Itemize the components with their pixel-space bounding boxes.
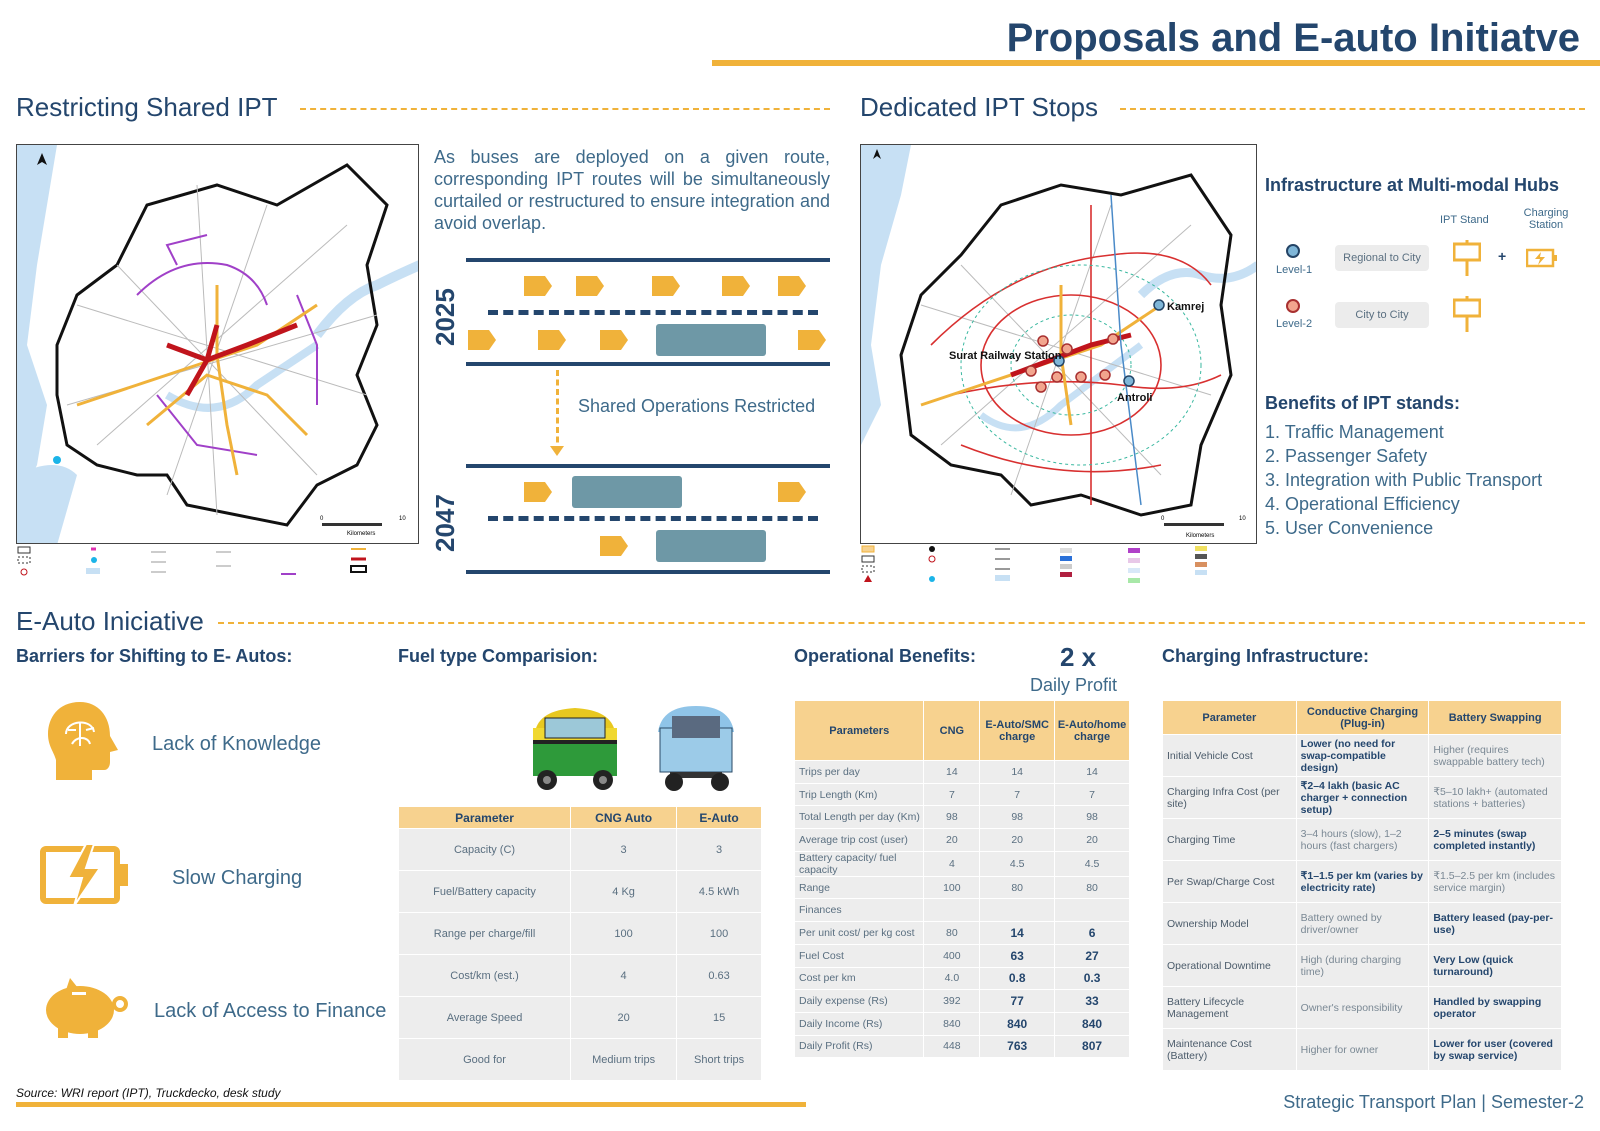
charging-col: Charging Station — [1523, 207, 1569, 231]
table-cell: Per Swap/Charge Cost — [1163, 861, 1297, 903]
table-cell: Battery leased (pay-per-use) — [1429, 903, 1562, 945]
ipt-stand-icon — [1453, 296, 1481, 337]
table-row — [399, 1039, 762, 1081]
fuel-col-parameter: Parameter — [399, 807, 571, 829]
road-edge-bottom — [466, 570, 830, 574]
table-cell: 4.0 — [924, 967, 980, 990]
table-cell: Daily Profit (Rs) — [795, 1035, 924, 1058]
lane-divider — [488, 516, 818, 521]
chg-col-parameter: Parameter — [1163, 701, 1297, 735]
table-cell: 840 — [980, 1012, 1055, 1035]
table-row — [795, 876, 1130, 899]
table-cell: Average trip cost (user) — [795, 829, 924, 852]
table-row — [795, 922, 1130, 945]
table-cell: 20 — [571, 997, 677, 1039]
table-cell: 4.5 — [980, 851, 1055, 876]
shared-restricted-label: Shared Operations Restricted — [578, 396, 816, 416]
table-cell: 80 — [924, 922, 980, 945]
table-cell: 448 — [924, 1035, 980, 1058]
arrow-head-icon — [550, 446, 564, 456]
ipt-stand-icon-graphic — [1453, 240, 1481, 276]
table-cell: 3 — [571, 829, 677, 871]
table-cell: Cost/km (est.) — [399, 955, 571, 997]
table-cell: 98 — [980, 806, 1055, 829]
table-cell: 840 — [924, 1012, 980, 1035]
table-cell: Higher for owner — [1296, 1029, 1429, 1071]
table-cell: Finances — [795, 899, 924, 922]
level-1-marker — [1286, 244, 1300, 258]
lane-divider — [488, 310, 818, 315]
table-cell — [924, 899, 980, 922]
ipt-stops-legend-graphic — [860, 544, 1257, 588]
table-cell: Lower (no need for swap-compatible design) — [1296, 735, 1429, 777]
table-row — [795, 967, 1130, 990]
table-row — [795, 899, 1130, 922]
table-cell: Trip Length (Km) — [795, 783, 924, 806]
benefit-item: 3. Integration with Public Transport — [1265, 470, 1543, 490]
map2-scale-10: 10 — [1239, 516, 1246, 522]
table-cell: 14 — [980, 761, 1055, 784]
year-2047: 2047 — [430, 494, 460, 552]
dedicated-divider — [1120, 108, 1585, 110]
brain-head-icon — [44, 700, 122, 787]
ops-multiplier-label: Daily Profit — [1030, 675, 1118, 695]
barriers-title: Barriers for Shifting to E- Autos: — [16, 646, 293, 666]
barrier-slow-charging: Slow Charging — [172, 867, 303, 889]
table-row — [795, 761, 1130, 784]
ipt-network-map — [16, 144, 419, 544]
table-cell: 0.3 — [1055, 967, 1130, 990]
table-row — [399, 997, 762, 1039]
table-cell: Short trips — [677, 1039, 762, 1081]
table-row — [399, 829, 762, 871]
table-cell: Cost per km — [795, 967, 924, 990]
restricting-paragraph: As buses are deployed on a given route, corresponding IPT routes will be simultaneously curtailed or restructured to ensure integration and avoid overlap. — [434, 147, 830, 233]
table-cell: 80 — [1055, 876, 1130, 899]
table-row — [399, 913, 762, 955]
table-cell: 100 — [677, 913, 762, 955]
table-cell: Trips per day — [795, 761, 924, 784]
ops-multiplier: 2 x — [1060, 642, 1097, 672]
hub-title: Infrastructure at Multi-modal Hubs — [1265, 175, 1560, 195]
table-cell: Charging Time — [1163, 819, 1297, 861]
auto-icon — [778, 276, 806, 296]
table-cell: Operational Downtime — [1163, 945, 1297, 987]
restricting-heading: Restricting Shared IPT — [16, 92, 278, 122]
auto-icon — [576, 276, 604, 296]
table-cell: 20 — [980, 829, 1055, 852]
level-1-label: Level-1 — [1276, 264, 1313, 276]
antroli-label: Antroli — [1117, 392, 1153, 404]
table-cell — [1055, 899, 1130, 922]
table-cell: 14 — [924, 761, 980, 784]
table-cell: 98 — [1055, 806, 1130, 829]
table-row — [795, 783, 1130, 806]
benefit-item: 4. Operational Efficiency — [1265, 494, 1460, 514]
barrier-knowledge: Lack of Knowledge — [152, 733, 322, 755]
source-note: Source: WRI report (IPT), Truckdecko, desk study — [16, 1086, 281, 1100]
auto-icon — [468, 330, 496, 350]
table-row — [399, 871, 762, 913]
table-cell: 20 — [924, 829, 980, 852]
table-cell: Fuel Cost — [795, 944, 924, 967]
map1-scale-10: 10 — [399, 516, 406, 522]
table-cell: Initial Vehicle Cost — [1163, 735, 1297, 777]
auto-icon — [652, 276, 680, 296]
road-edge-top — [466, 258, 830, 262]
auto-icon — [600, 536, 628, 556]
table-cell: Average Speed — [399, 997, 571, 1039]
table-cell: Good for — [399, 1039, 571, 1081]
table-cell: 98 — [924, 806, 980, 829]
table-cell: Ownership Model — [1163, 903, 1297, 945]
table-cell: Battery owned by driver/owner — [1296, 903, 1429, 945]
table-cell: 7 — [924, 783, 980, 806]
table-cell: High (during charging time) — [1296, 945, 1429, 987]
ops-benefits-table — [794, 700, 1130, 1058]
table-row — [795, 990, 1130, 1013]
table-cell: 4 — [571, 955, 677, 997]
table-cell — [980, 899, 1055, 922]
cng-auto-image — [525, 702, 625, 797]
table-cell: Capacity (C) — [399, 829, 571, 871]
table-cell: Per unit cost/ per kg cost — [795, 922, 924, 945]
table-cell: Medium trips — [571, 1039, 677, 1081]
table-cell: 4 — [924, 851, 980, 876]
brain-head-icon-graphic — [44, 700, 122, 782]
ops-col-home: E-Auto/home charge — [1055, 701, 1130, 761]
table-cell: 14 — [980, 922, 1055, 945]
table-cell: 14 — [1055, 761, 1130, 784]
ipt-map-legend — [16, 544, 419, 588]
auto-icon — [524, 276, 552, 296]
table-row — [1163, 945, 1562, 987]
road-diagram — [466, 258, 830, 578]
auto-icon — [600, 330, 628, 350]
table-cell: Range per charge/fill — [399, 913, 571, 955]
table-row — [795, 1012, 1130, 1035]
map1-km-label: Kilometers — [347, 531, 376, 537]
footer-course: Strategic Transport Plan | Semester-2 — [1283, 1092, 1584, 1112]
fuel-col-eauto: E-Auto — [677, 807, 762, 829]
table-cell: Handled by swapping operator — [1429, 987, 1562, 1029]
table-row — [795, 806, 1130, 829]
map2-km-label: Kilometers — [1186, 533, 1215, 539]
table-cell: 63 — [980, 944, 1055, 967]
table-row — [1163, 987, 1562, 1029]
table-cell: 7 — [1055, 783, 1130, 806]
map1-scale-0: 0 — [320, 516, 324, 522]
plus-sign: + — [1498, 248, 1507, 264]
ops-col-smc: E-Auto/SMC charge — [980, 701, 1055, 761]
table-cell: 4.5 kWh — [677, 871, 762, 913]
fuel-col-cng: CNG Auto — [571, 807, 677, 829]
ipt-stops-legend — [860, 544, 1257, 588]
ops-col-parameters: Parameters — [795, 701, 924, 761]
table-row — [795, 944, 1130, 967]
benefit-item: 1. Traffic Management — [1265, 422, 1444, 442]
table-cell: Higher (requires swappable battery tech) — [1429, 735, 1562, 777]
e-auto-graphic — [650, 702, 742, 792]
bus-icon — [572, 476, 682, 508]
road-edge-top — [466, 464, 830, 468]
map2-scale-0: 0 — [1161, 516, 1165, 522]
chg-title: Charging Infrastructure: — [1162, 646, 1370, 666]
table-cell: 33 — [1055, 990, 1130, 1013]
eauto-heading: E-Auto Iniciative — [16, 606, 204, 636]
table-row — [1163, 777, 1562, 819]
table-cell: 100 — [571, 913, 677, 955]
auto-icon — [798, 330, 826, 350]
benefit-item: 5. User Convenience — [1265, 518, 1434, 538]
ipt-stops-map-graphic — [861, 145, 1257, 544]
level-2-marker — [1286, 299, 1300, 313]
city-to-city-box: City to City — [1335, 302, 1429, 328]
table-cell: Very Low (quick turnaround) — [1429, 945, 1562, 987]
cng-auto-graphic — [525, 702, 625, 792]
table-row — [1163, 861, 1562, 903]
page-title: Proposals and E-auto Initiatve — [1006, 16, 1580, 60]
ipt-stand-col: IPT Stand — [1440, 214, 1489, 226]
railway-station-label: Surat Railway Station — [949, 350, 1062, 362]
ipt-network-map-graphic — [17, 145, 419, 544]
table-row — [1163, 819, 1562, 861]
ops-title: Operational Benefits: — [794, 646, 977, 666]
auto-icon — [524, 482, 552, 502]
piggy-bank-icon-graphic — [40, 976, 136, 1040]
table-cell: Maintenance Cost (Battery) — [1163, 1029, 1297, 1071]
table-cell: ₹1–1.5 per km (varies by electricity rate) — [1296, 861, 1429, 903]
table-cell: 392 — [924, 990, 980, 1013]
title-underline — [712, 60, 1600, 66]
table-cell: 6 — [1055, 922, 1130, 945]
table-cell: 807 — [1055, 1035, 1130, 1058]
barrier-finance: Lack of Access to Finance — [154, 1000, 387, 1022]
table-cell: 840 — [1055, 1012, 1130, 1035]
table-cell: 80 — [980, 876, 1055, 899]
ipt-stops-map — [860, 144, 1257, 544]
table-cell: ₹1.5–2.5 per km (includes service margin) — [1429, 861, 1562, 903]
charging-infra-table — [1162, 700, 1562, 1071]
restricting-divider — [300, 108, 830, 110]
chg-col-plugin: Conductive Charging (Plug-in) — [1296, 701, 1429, 735]
chg-col-swap: Battery Swapping — [1429, 701, 1562, 735]
table-row — [1163, 735, 1562, 777]
table-cell: 2–5 minutes (swap completed instantly) — [1429, 819, 1562, 861]
table-cell: Battery capacity/ fuel capacity — [795, 851, 924, 876]
table-cell: 4 Kg — [571, 871, 677, 913]
table-cell: Lower for user (covered by swap service) — [1429, 1029, 1562, 1071]
table-cell: 763 — [980, 1035, 1055, 1058]
level-2-label: Level-2 — [1276, 318, 1313, 330]
ipt-stand-icon — [1453, 240, 1481, 281]
bus-icon — [656, 324, 766, 356]
benefit-item: 2. Passenger Safety — [1265, 446, 1428, 466]
table-cell: 3–4 hours (slow), 1–2 hours (fast chargers) — [1296, 819, 1429, 861]
dedicated-heading: Dedicated IPT Stops — [860, 92, 1098, 122]
table-cell: ₹2–4 lakh (basic AC charger + connection setup) — [1296, 777, 1429, 819]
ops-col-cng: CNG — [924, 701, 980, 761]
battery-charging-icon — [40, 844, 130, 911]
table-cell: 100 — [924, 876, 980, 899]
table-cell: Charging Infra Cost (per site) — [1163, 777, 1297, 819]
table-cell: Daily Income (Rs) — [795, 1012, 924, 1035]
table-cell: 400 — [924, 944, 980, 967]
table-cell: 3 — [677, 829, 762, 871]
fuel-title: Fuel type Comparision: — [398, 646, 599, 666]
table-cell: Total Length per day (Km) — [795, 806, 924, 829]
table-cell: Owner's responsibility — [1296, 987, 1429, 1029]
table-cell: 4.5 — [1055, 851, 1130, 876]
table-cell: 27 — [1055, 944, 1130, 967]
charging-station-icon — [1526, 248, 1558, 273]
table-row — [795, 829, 1130, 852]
table-row — [1163, 1029, 1562, 1071]
table-row — [795, 1035, 1130, 1058]
road-edge-bottom — [466, 362, 830, 366]
table-cell: 0.63 — [677, 955, 762, 997]
table-cell: Daily expense (Rs) — [795, 990, 924, 1013]
auto-icon — [778, 482, 806, 502]
table-row — [795, 851, 1130, 876]
table-cell: Battery Lifecycle Management — [1163, 987, 1297, 1029]
table-cell: Fuel/Battery capacity — [399, 871, 571, 913]
piggy-bank-icon — [40, 976, 136, 1045]
benefits-list — [1265, 420, 1542, 540]
regional-to-city-box: Regional to City — [1335, 245, 1429, 271]
table-cell: ₹5–10 lakh+ (automated stations + batteries) — [1429, 777, 1562, 819]
table-cell: 77 — [980, 990, 1055, 1013]
ipt-stand-icon-graphic — [1453, 296, 1481, 332]
charging-station-icon-graphic — [1526, 248, 1558, 268]
table-cell: Range — [795, 876, 924, 899]
year-2025: 2025 — [430, 288, 460, 346]
auto-icon — [538, 330, 566, 350]
table-cell: 15 — [677, 997, 762, 1039]
benefits-title: Benefits of IPT stands: — [1265, 393, 1461, 413]
bus-icon — [656, 530, 766, 562]
table-cell: 0.8 — [980, 967, 1055, 990]
kamrej-label: Kamrej — [1167, 301, 1205, 313]
battery-charging-icon-graphic — [40, 844, 130, 906]
table-cell: 20 — [1055, 829, 1130, 852]
table-row — [1163, 903, 1562, 945]
footer-underline — [16, 1102, 806, 1107]
ipt-map-legend-graphic — [16, 544, 419, 588]
e-auto-image — [650, 702, 742, 797]
fuel-comparison-table — [398, 806, 762, 1081]
table-cell: 7 — [980, 783, 1055, 806]
transition-arrow — [556, 370, 559, 452]
eauto-divider — [218, 622, 1585, 624]
auto-icon — [722, 276, 750, 296]
table-row — [399, 955, 762, 997]
